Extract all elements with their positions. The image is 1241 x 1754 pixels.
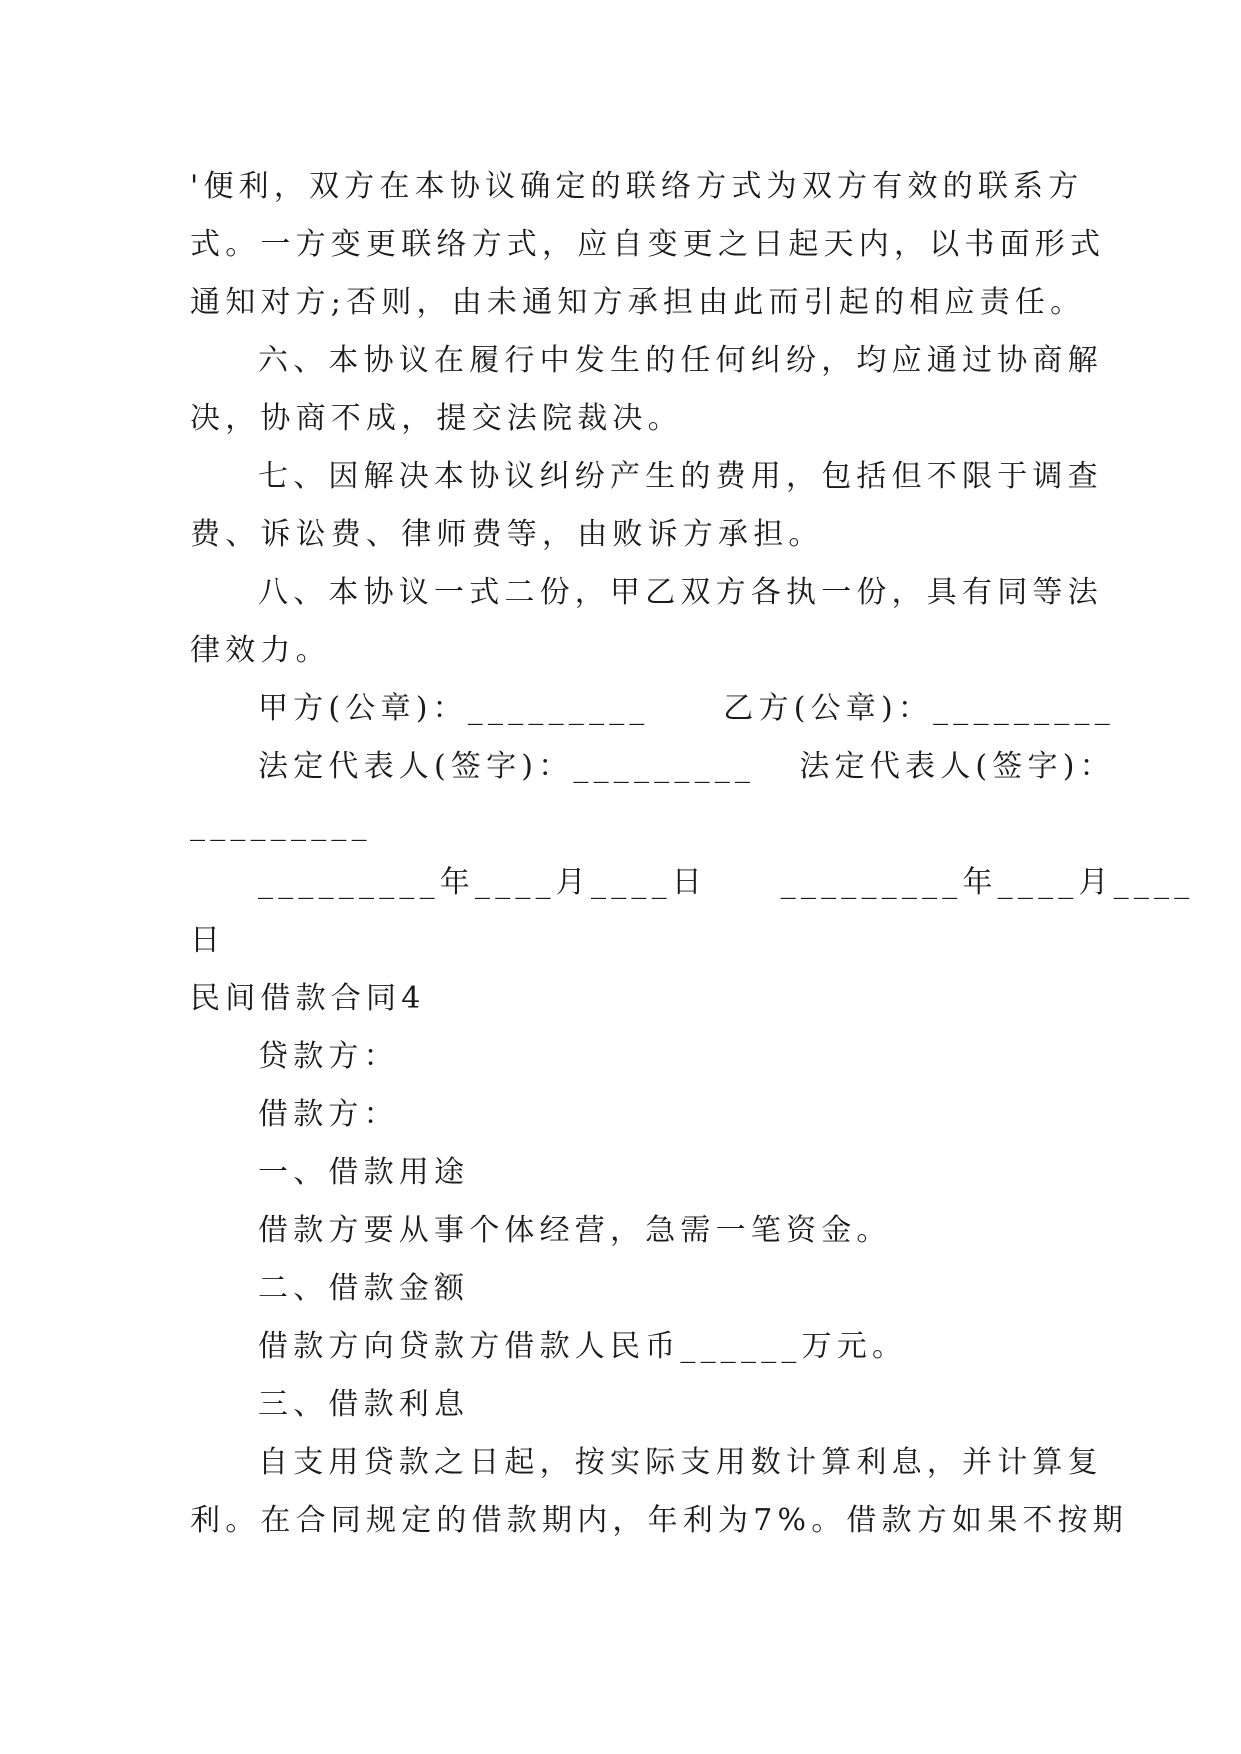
signature-date-tail: 日 — [190, 923, 226, 958]
paragraph-line: 式。一方变更联络方式，应自变更之日起天内，以书面形式 — [190, 227, 1106, 262]
paragraph-line: 通知对方;否则，由未通知方承担由此而引起的相应责任。 — [190, 285, 1086, 320]
signature-blank-line: _________ — [190, 807, 372, 842]
paragraph-line: 自支用贷款之日起，按实际支用数计算利息，并计算复 — [258, 1445, 1103, 1480]
paragraph-line: '便利，双方在本协议确定的联络方式为双方有效的联系方 — [190, 169, 1084, 204]
paragraph-line: 利。在合同规定的借款期内，年利为7%。借款方如果不按期 — [190, 1503, 1128, 1538]
paragraph-line: 借款方向贷款方借款人民币______万元。 — [258, 1329, 908, 1364]
lender-label: 贷款方： — [258, 1039, 399, 1074]
signature-party-line: 甲方(公章)：_________ 乙方(公章)：_________ — [258, 691, 1115, 726]
clause-6-line: 六、本协议在履行中发生的任何纠纷，均应通过协商解 — [258, 343, 1103, 378]
clause-7-line: 七、因解决本协议纠纷产生的费用，包括但不限于调查 — [258, 459, 1103, 494]
paragraph-line: 律效力。 — [190, 633, 331, 668]
signature-rep-line: 法定代表人(签字)：_________ 法定代表人(签字)： — [258, 749, 1115, 784]
paragraph-line: 费、诉讼费、律师费等，由败诉方承担。 — [190, 517, 824, 552]
clause-8-line: 八、本协议一式二份，甲乙双方各执一份，具有同等法 — [258, 575, 1103, 610]
paragraph-line: 决，协商不成，提交法院裁决。 — [190, 401, 683, 436]
section-heading: 三、借款利息 — [258, 1387, 470, 1422]
section-heading: 二、借款金额 — [258, 1271, 470, 1306]
borrower-label: 借款方： — [258, 1097, 399, 1132]
contract-title: 民间借款合同4 — [190, 981, 426, 1016]
section-heading: 一、借款用途 — [258, 1155, 470, 1190]
signature-date-line: _________年____月____日 _________年____月____ — [258, 865, 1195, 900]
paragraph-line: 借款方要从事个体经营，急需一笔资金。 — [258, 1213, 892, 1248]
